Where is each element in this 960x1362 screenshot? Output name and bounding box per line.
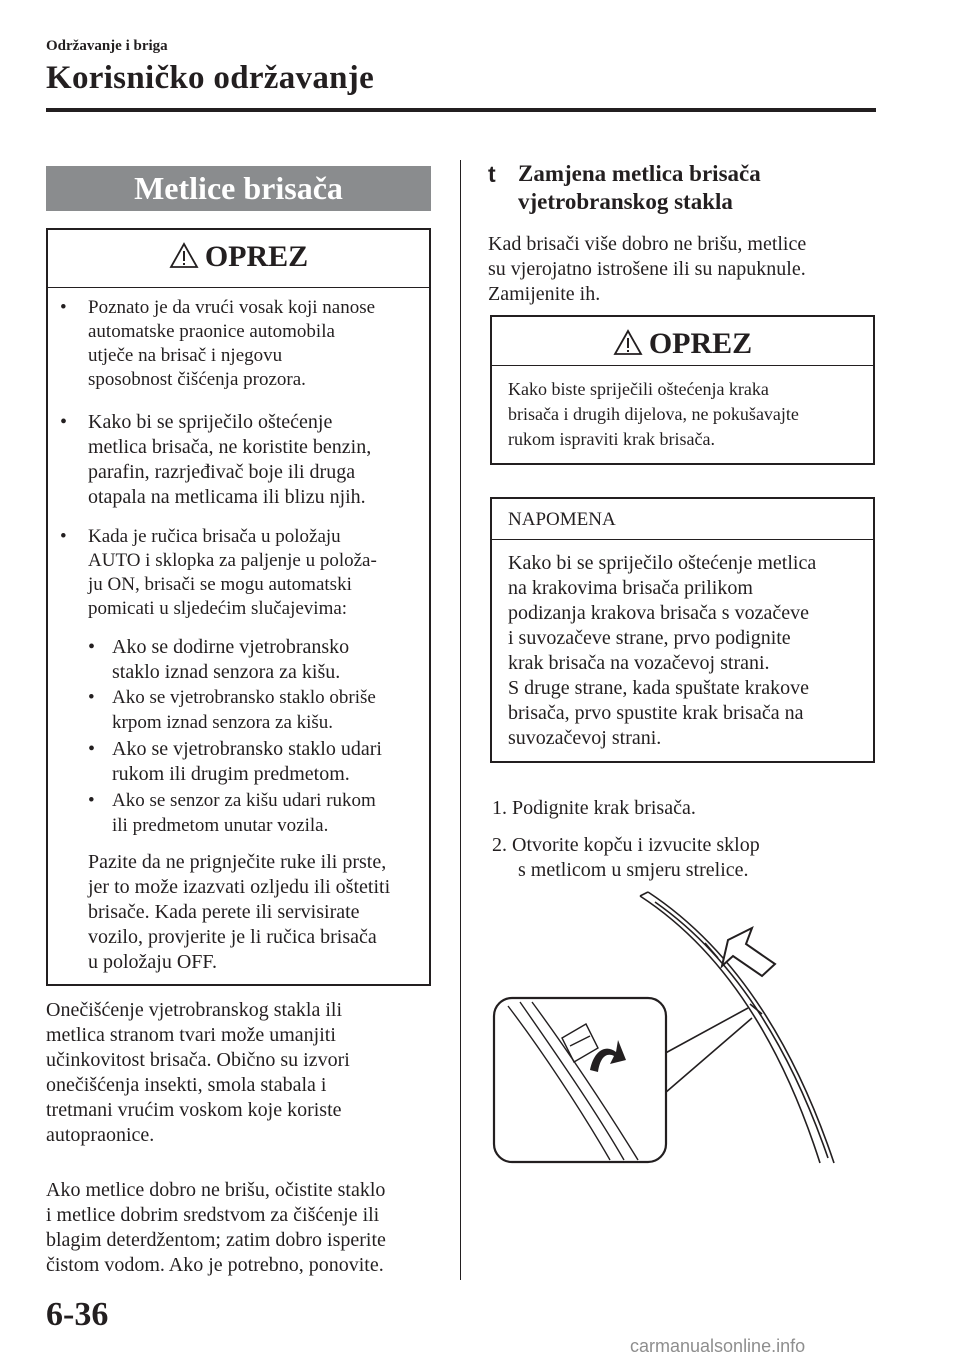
bullet-dot-icon: • bbox=[60, 526, 67, 547]
section-banner: Metlice brisača bbox=[46, 166, 431, 211]
direction-arrow-icon bbox=[722, 928, 775, 976]
warning-triangle-icon bbox=[169, 242, 199, 269]
note-text: Kako bi se spriječilo oštećenje metlica na krakovima brisača prilikom podizanja krakova brisača s vozačeve i suvozačeve strane, prvo podignite krak brisača na vozačevoj strani. S druge strane, kada spuštate krakove brisača, prvo spustite krak brisača na suvozačevoj strani. bbox=[508, 552, 817, 749]
caution-title: OPREZ bbox=[648, 327, 753, 360]
warning-triangle-icon bbox=[613, 329, 643, 356]
bullet-dot-icon: • bbox=[88, 790, 95, 811]
note-title: NAPOMENA bbox=[508, 509, 616, 530]
title-rule bbox=[46, 108, 876, 112]
caution-box-right bbox=[490, 315, 875, 465]
page-title: Korisničko održavanje bbox=[46, 60, 375, 96]
caution-sub-2: • Ako se vjetrobransko staklo obriše krpom iznad senzora za kišu. bbox=[88, 687, 376, 733]
caution-sub-1: • Ako se dodirne vjetrobransko staklo iznad senzora za kišu. bbox=[88, 636, 350, 683]
bullet-dot-icon: • bbox=[60, 411, 68, 433]
step-2: 2. Otvorite kopču i izvucite sklop bbox=[492, 834, 760, 856]
caution-heading bbox=[48, 240, 429, 274]
caution-sub-3: • Ako se vjetrobransko staklo udari rukom ili drugim predmetom. bbox=[88, 738, 382, 785]
caution-heading-rule bbox=[48, 287, 429, 288]
caution-heading bbox=[492, 327, 873, 361]
caution-title: OPREZ bbox=[204, 240, 309, 273]
heading-marker: t bbox=[488, 161, 496, 187]
caution-bullet-3: • Kada je ručica brisača u položaju AUTO i sklopka za paljenje u položa- ju ON, brisači se mogu automatski pomicati u sljedećim slučajevima: bbox=[60, 526, 377, 619]
column-divider bbox=[460, 160, 461, 1280]
caution-box-left bbox=[46, 228, 431, 986]
caution-bullet-2: • Kako bi se spriječilo oštećenje metlica brisača, ne koristite benzin, parafin, razrjeđivač boje ili druga otapala na metlicama ili blizu njih. bbox=[60, 411, 372, 508]
contamination-paragraph: Onečišćenje vjetrobranskog stakla ili metlica stranom tvari može umanjiti učinkovitost brisača. Obično su izvori onečišćenja insekti, smola stabala i tretmani vrućim voskom koje koriste autopraonice. bbox=[46, 999, 350, 1146]
caution-text: Kako biste spriječili oštećenja kraka brisača i drugih dijelova, ne pokušavajte rukom ispraviti krak brisača. bbox=[508, 379, 799, 449]
bullet-dot-icon: • bbox=[88, 687, 95, 708]
section-label: Održavanje i briga bbox=[46, 38, 168, 54]
cleaning-paragraph: Ako metlice dobro ne brišu, očistite staklo i metlice dobrim sredstvom za čišćenje ili blagim deterdžentom; zatim dobro isperite čistom vodom. Ako je potrebno, ponovite. bbox=[46, 1179, 386, 1276]
footer-watermark: carmanualsonline.info bbox=[630, 1336, 806, 1356]
caution-sub-4: • Ako se senzor za kišu udari rukom ili predmetom unutar vozila. bbox=[88, 790, 376, 836]
steps-list: 1. Podignite krak brisača. 2. Otvorite kopču i izvucite sklop s metlicom u smjeru strelice. bbox=[492, 797, 760, 881]
wiper-blade-illustration bbox=[490, 888, 880, 1170]
bullet-dot-icon: • bbox=[60, 297, 67, 318]
note-box bbox=[490, 497, 875, 763]
bullet-dot-icon: • bbox=[88, 636, 96, 658]
caution-bullet-1: • Poznato je da vrući vosak koji nanose automatske praonice automobila utječe na brisač i njegovu sposobnost čišćenja prozora. bbox=[60, 297, 376, 390]
note-heading-rule bbox=[492, 539, 873, 540]
replacement-intro: Kad brisači više dobro ne brišu, metlice su vjerojatno istrošene ili su napuknule. Zamijenite ih. bbox=[488, 233, 807, 305]
step-1: 1. Podignite krak brisača. bbox=[492, 797, 696, 819]
detail-inset bbox=[494, 998, 666, 1162]
caution-heading-rule bbox=[492, 365, 873, 366]
page-number: 6-36 bbox=[46, 1296, 109, 1333]
caution-warning-text: Pazite da ne prignječite ruke ili prste, jer to može izazvati ozljedu ili oštetiti brisače. Kada perete ili servisirate vozilo, provjerite je li ručica brisača u položaju OFF. bbox=[88, 851, 391, 973]
bullet-dot-icon: • bbox=[88, 738, 96, 760]
